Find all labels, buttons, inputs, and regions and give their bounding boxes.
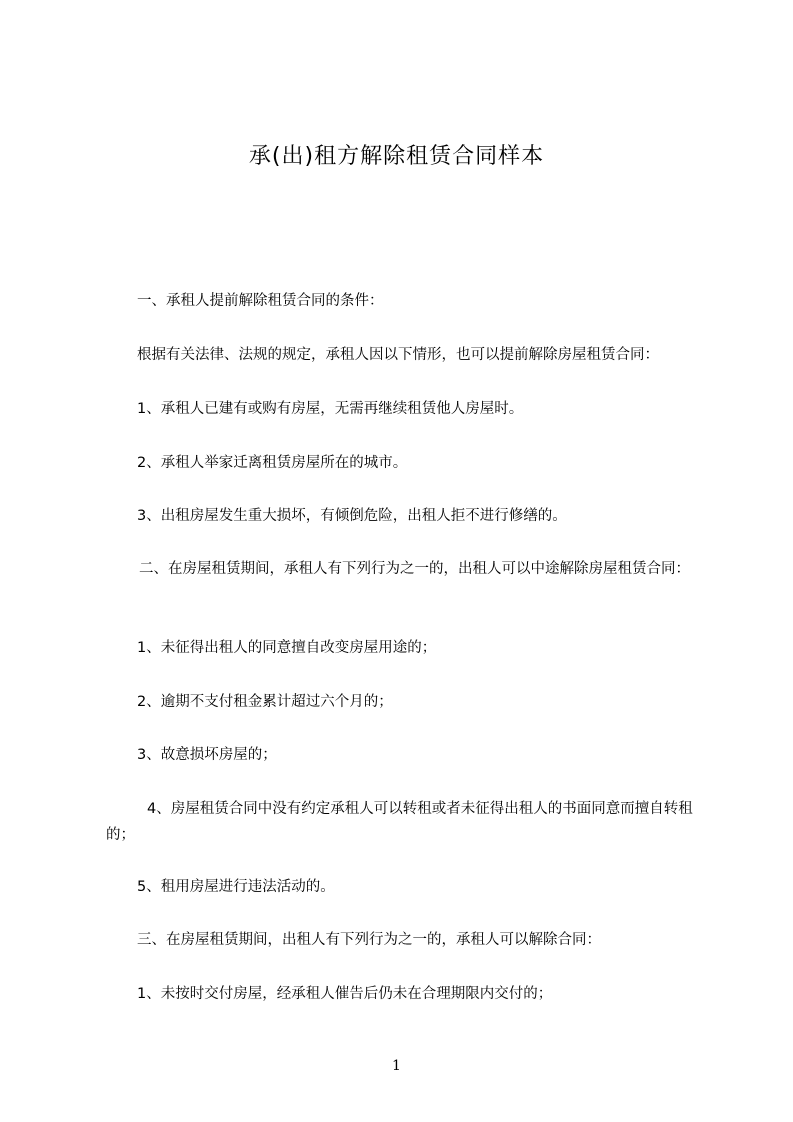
list-item-1-2: 2、承租人举家迁离租赁房屋所在的城市。 [137, 455, 408, 471]
list-item-1-3: 3、出租房屋发生重大损坏，有倾倒危险，出租人拒不进行修缮的。 [137, 508, 567, 524]
list-item-2-4: 4、房屋租赁合同中没有约定承租人可以转租或者未征得出租人的书面同意而擅自转租的； [106, 801, 693, 843]
section-heading-2: 二、在房屋租赁期间，承租人有下列行为之一的，出租人可以中途解除房屋租赁合同： [139, 561, 690, 577]
list-item-2-5: 5、租用房屋进行违法活动的。 [137, 879, 335, 895]
page-number: 1 [392, 1058, 401, 1074]
list-item-3-1: 1、未按时交付房屋，经承租人催告后仍未在合理期限内交付的； [137, 986, 553, 1002]
list-item-2-3: 3、故意损坏房屋的； [137, 747, 277, 763]
list-item-2-2: 2、逾期不支付租金累计超过六个月的； [137, 694, 393, 710]
list-item-2-1: 1、未征得出租人的同意擅自改变房屋用途的； [137, 640, 437, 656]
section-heading-3: 三、在房屋租赁期间，出租人有下列行为之一的，承租人可以解除合同： [137, 932, 601, 948]
section-heading-1: 一、承租人提前解除租赁合同的条件： [137, 293, 384, 309]
paragraph-intro: 根据有关法律、法规的规定，承租人因以下情形，也可以提前解除房屋租赁合同： [137, 347, 659, 363]
list-item-1-1: 1、承租人已建有或购有房屋，无需再继续租赁他人房屋时。 [137, 401, 524, 417]
document-title: 承(出)租方解除租赁合同样本 [248, 144, 545, 169]
